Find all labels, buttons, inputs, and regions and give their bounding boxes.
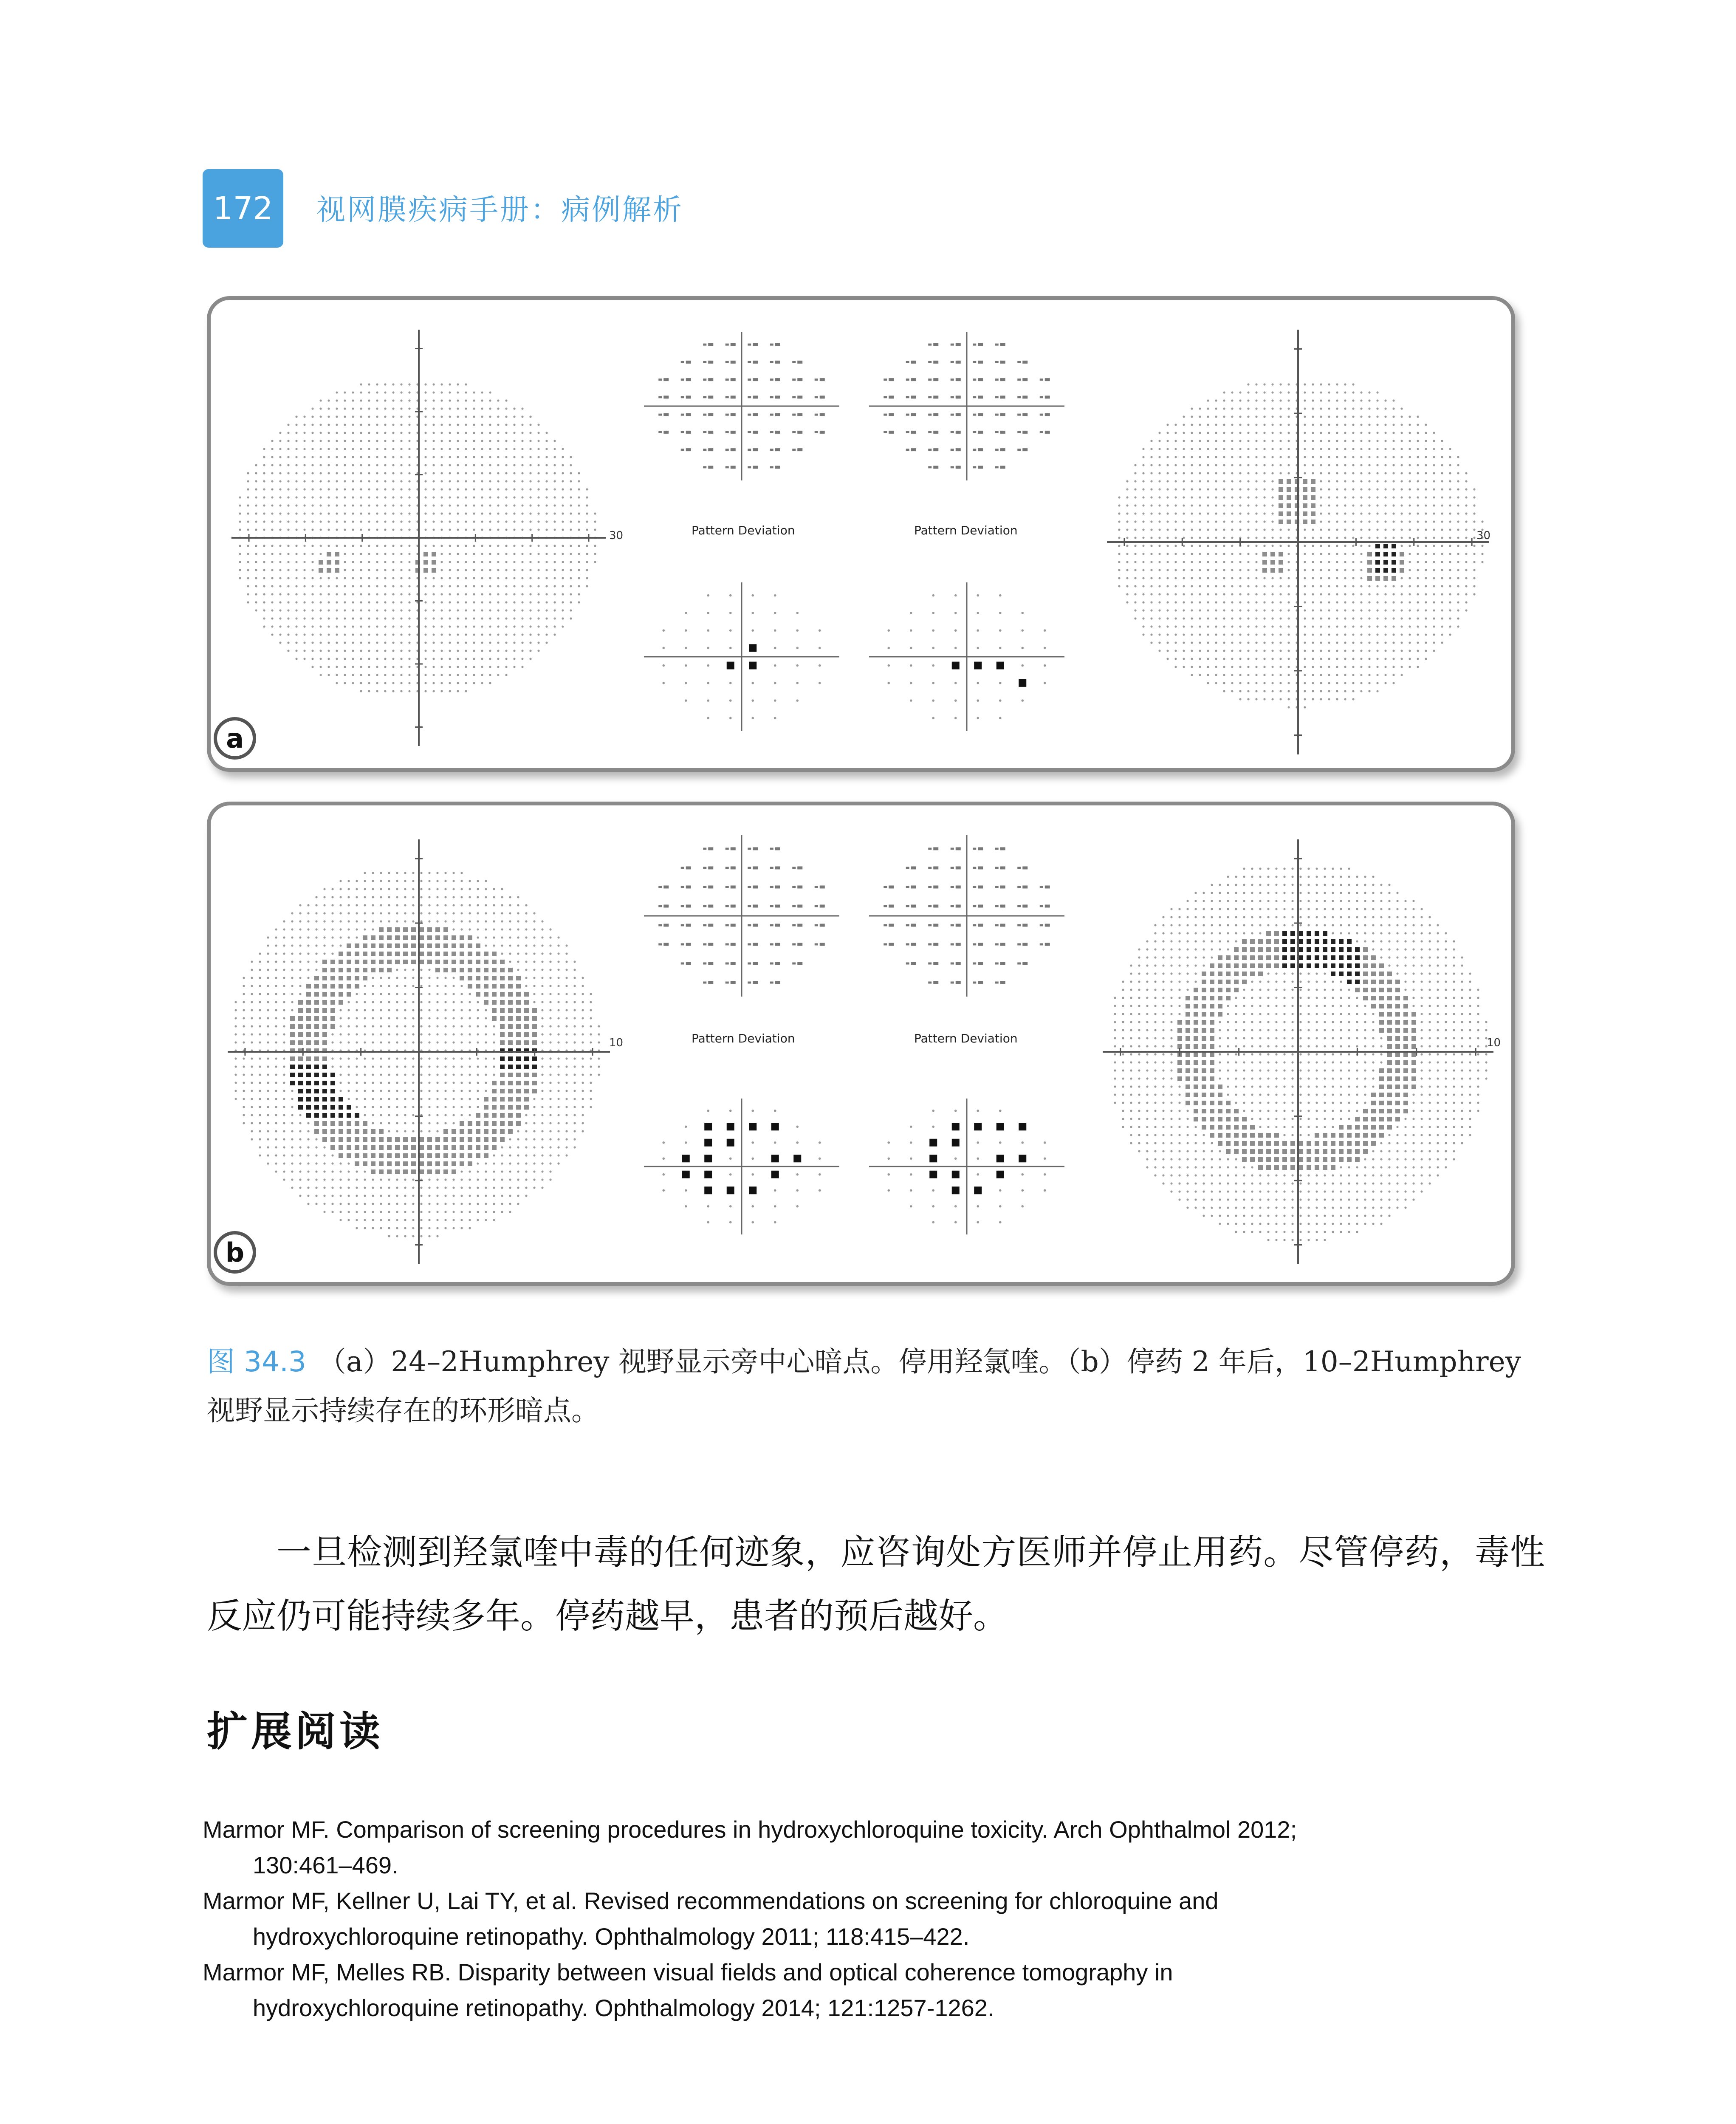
panel-a-pattern-deviation-left: Pattern Deviation — [692, 523, 795, 537]
panel-a-pattern-deviation-right: Pattern Deviation — [914, 523, 1018, 537]
figure-caption-text: （a）24–2Humphrey 视野显示旁中心暗点。停用羟氯喹。（b）停药 2 年后，10–2Humphrey 视野显示持续存在的环形暗点。 — [207, 1345, 1521, 1427]
panel-a-scale-left: 30 — [609, 529, 624, 542]
reference-continuation: hydroxychloroquine retinopathy. Ophthalmology 2014; 121:1257-1262. — [253, 1994, 994, 2021]
panel-b-scale-left: 10 — [609, 1037, 624, 1049]
panel-a-graphics — [211, 300, 1519, 776]
figure-caption — [207, 1337, 1541, 1435]
panel-b-graphics — [211, 805, 1519, 1290]
panel-b-scale-right: 10 — [1487, 1037, 1501, 1049]
reference-item — [203, 1812, 1562, 1883]
visual-field-greyscale — [234, 872, 600, 1237]
reference-continuation: 130:461–469. — [253, 1852, 398, 1878]
body-paragraph: 一旦检测到羟氯喹中毒的任何迹象，应咨询处方医师并停止用药。尽管停药，毒性反应仍可能持续多年。停药越早，患者的预后越好。 — [207, 1532, 1545, 1636]
figure-number: 图 34.3 — [207, 1345, 306, 1378]
panel-b-pattern-deviation-left: Pattern Deviation — [692, 1031, 795, 1045]
reference-continuation: hydroxychloroquine retinopathy. Ophthalmology 2011; 118:415–422. — [253, 1923, 970, 1950]
panel-b-pattern-deviation-right: Pattern Deviation — [914, 1031, 1018, 1045]
page-number: 172 — [203, 169, 283, 248]
panel-a-label: a — [214, 717, 256, 760]
reference-item — [203, 1955, 1562, 2026]
panel-a-scale-right: 30 — [1476, 529, 1491, 542]
reference-line: Marmor MF. Comparison of screening procedures in hydroxychloroquine toxicity. Arch Ophthalmol 2012; — [203, 1816, 1297, 1843]
visual-field-greyscale — [1118, 383, 1483, 708]
figure-panel-b — [207, 802, 1515, 1286]
reference-item — [203, 1883, 1562, 1955]
reference-line: Marmor MF, Melles RB. Disparity between visual fields and optical coherence tomography in — [203, 1959, 1173, 1986]
panel-b-label: b — [214, 1231, 256, 1274]
figure-panel-a — [207, 296, 1515, 772]
running-title: 视网膜疾病手册：病例解析 — [316, 193, 684, 227]
reference-line: Marmor MF, Kellner U, Lai TY, et al. Revised recommendations on screening for chloroquine and — [203, 1887, 1219, 1914]
section-title-further-reading: 扩展阅读 — [207, 1708, 384, 1755]
